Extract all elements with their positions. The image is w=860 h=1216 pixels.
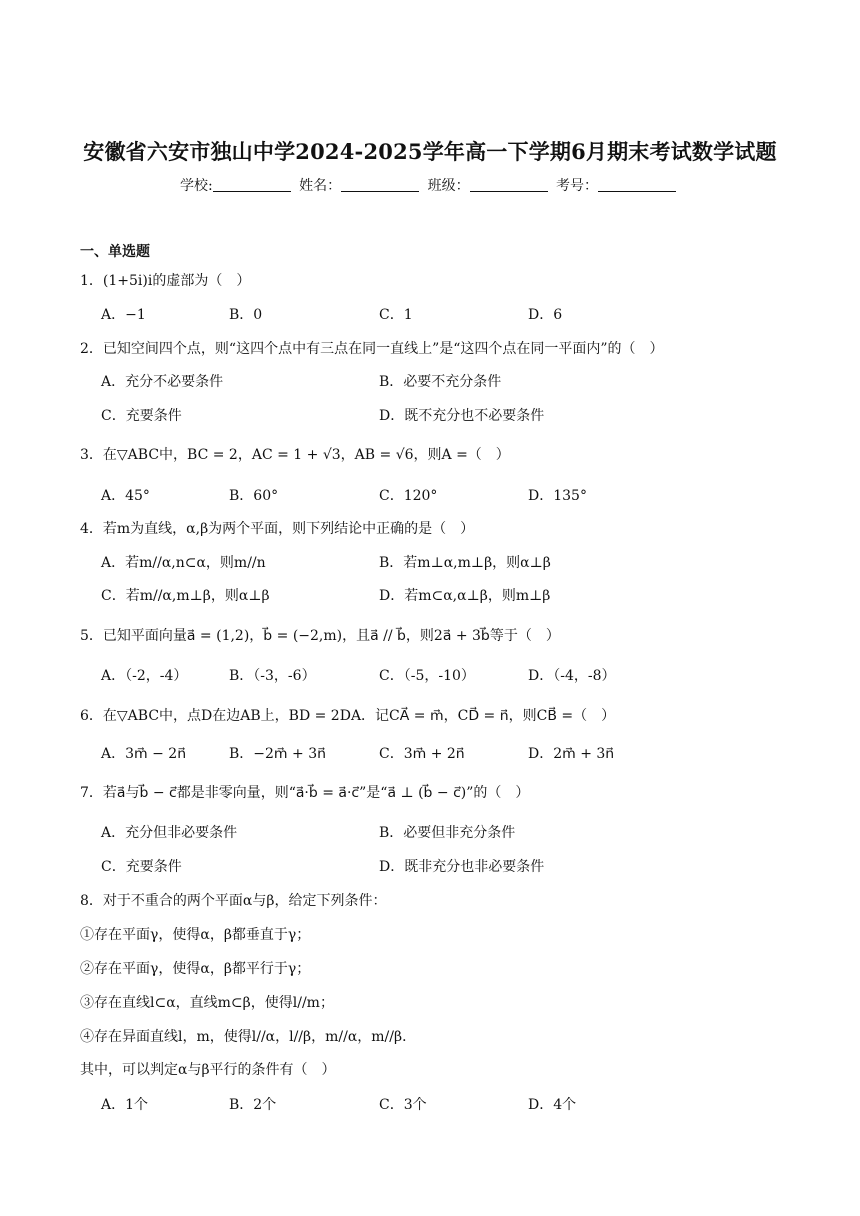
- question-6-option-d[interactable]: D．2m⃗ + 3n⃗: [528, 746, 615, 762]
- question-8-option-c[interactable]: C．3个: [379, 1097, 427, 1113]
- question-6-option-a[interactable]: A．3m⃗ − 2n⃗: [101, 746, 187, 762]
- question-2-option-c[interactable]: C．充要条件: [101, 408, 182, 424]
- question-6-option-c[interactable]: C．3m⃗ + 2n⃗: [379, 746, 465, 762]
- question-3-option-c[interactable]: C．120°: [379, 488, 438, 504]
- exam-number-label: 考号：: [556, 178, 599, 194]
- student-info-line: [0, 175, 860, 195]
- question-8-ask: 其中，可以判定α与β平行的条件有（ ）: [80, 1062, 336, 1078]
- question-8-stem: 8．对于不重合的两个平面α与β，给定下列条件：: [80, 893, 387, 909]
- question-7-option-b[interactable]: B．必要但非充分条件: [379, 825, 516, 841]
- question-6-stem: 6．在▽ABC中，点D在边AB上，BD = 2DA．记CA⃗ = m⃗，CD⃗ = n⃗，则CB⃗ =（ ）: [80, 708, 616, 724]
- question-2-stem: 2．已知空间四个点，则“这四个点中有三点在同一直线上”是“这四个点在同一平面内”的（ ）: [80, 341, 664, 357]
- name-blank[interactable]: [341, 177, 419, 192]
- question-1-option-c[interactable]: C．1: [379, 307, 413, 323]
- question-4-option-d[interactable]: D．若m⊂α,α⊥β，则m⊥β: [379, 588, 551, 604]
- question-6-option-b[interactable]: B．−2m⃗ + 3n⃗: [229, 746, 326, 762]
- question-4-option-b[interactable]: B．若m⊥α,m⊥β，则α⊥β: [379, 555, 551, 571]
- name-label: 姓名：: [299, 178, 342, 194]
- question-8-condition-3: ③存在直线l⊂α，直线m⊂β，使得l//m；: [80, 995, 334, 1011]
- question-3-stem: 3．在▽ABC中，BC = 2，AC = 1 + √3，AB = √6，则A =（ ）: [80, 447, 510, 463]
- exam-number-blank[interactable]: [598, 177, 676, 192]
- question-7-option-c[interactable]: C．充要条件: [101, 859, 182, 875]
- question-4-stem: 4．若m为直线，α,β为两个平面，则下列结论中正确的是（ ）: [80, 521, 475, 537]
- section-title: 一、单选题: [80, 244, 150, 260]
- question-4-option-c[interactable]: C．若m//α,m⊥β，则α⊥β: [101, 588, 270, 604]
- page-title: 安徽省六安市独山中学2024-2025学年高一下学期6月期末考试数学试题: [83, 139, 777, 164]
- question-7-option-d[interactable]: D．既非充分也非必要条件: [379, 859, 545, 875]
- question-1-option-d[interactable]: D．6: [528, 307, 563, 323]
- question-3-option-b[interactable]: B．60°: [229, 488, 279, 504]
- question-8-option-b[interactable]: B．2个: [229, 1097, 277, 1113]
- question-3-option-a[interactable]: A．45°: [101, 488, 150, 504]
- question-5-option-c[interactable]: C．（-5，-10）: [379, 668, 475, 684]
- class-blank[interactable]: [470, 177, 548, 192]
- question-2-option-a[interactable]: A．充分不必要条件: [101, 374, 224, 390]
- school-blank[interactable]: [213, 177, 291, 192]
- class-label: 班级：: [427, 178, 470, 194]
- question-8-option-d[interactable]: D．4个: [528, 1097, 577, 1113]
- question-7-stem: 7．若a⃗与b⃗ − c⃗都是非零向量，则“a⃗·b⃗ = a⃗·c⃗”是“a⃗ ⊥ (b⃗ − c⃗)”的（ ）: [80, 785, 530, 801]
- question-2-option-b[interactable]: B．必要不充分条件: [379, 374, 502, 390]
- question-7-option-a[interactable]: A．充分但非必要条件: [101, 825, 238, 841]
- question-1-option-a[interactable]: A．−1: [101, 307, 146, 323]
- question-8-condition-4: ④存在异面直线l，m，使得l//α，l//β，m//α，m//β．: [80, 1029, 417, 1045]
- question-8-condition-2: ②存在平面γ，使得α，β都平行于γ；: [80, 961, 311, 977]
- question-8-condition-1: ①存在平面γ，使得α，β都垂直于γ；: [80, 927, 311, 943]
- question-1-stem: 1．(1+5i)i的虚部为（ ）: [80, 273, 251, 289]
- question-2-option-d[interactable]: D．既不充分也不必要条件: [379, 408, 545, 424]
- school-label: 学校:: [179, 178, 213, 194]
- question-5-option-b[interactable]: B．（-3，-6）: [229, 668, 316, 684]
- question-5-option-a[interactable]: A．（-2，-4）: [101, 668, 188, 684]
- question-1-option-b[interactable]: B．0: [229, 307, 263, 323]
- question-5-stem: 5．已知平面向量a⃗ = (1,2)，b⃗ = (−2,m)，且a⃗ // b⃗，则2a⃗ + 3b⃗等于（ ）: [80, 628, 560, 644]
- question-3-option-d[interactable]: D．135°: [528, 488, 587, 504]
- question-5-option-d[interactable]: D．（-4，-8）: [528, 668, 616, 684]
- question-4-option-a[interactable]: A．若m//α,n⊂α，则m//n: [101, 555, 266, 571]
- question-8-option-a[interactable]: A．1个: [101, 1097, 149, 1113]
